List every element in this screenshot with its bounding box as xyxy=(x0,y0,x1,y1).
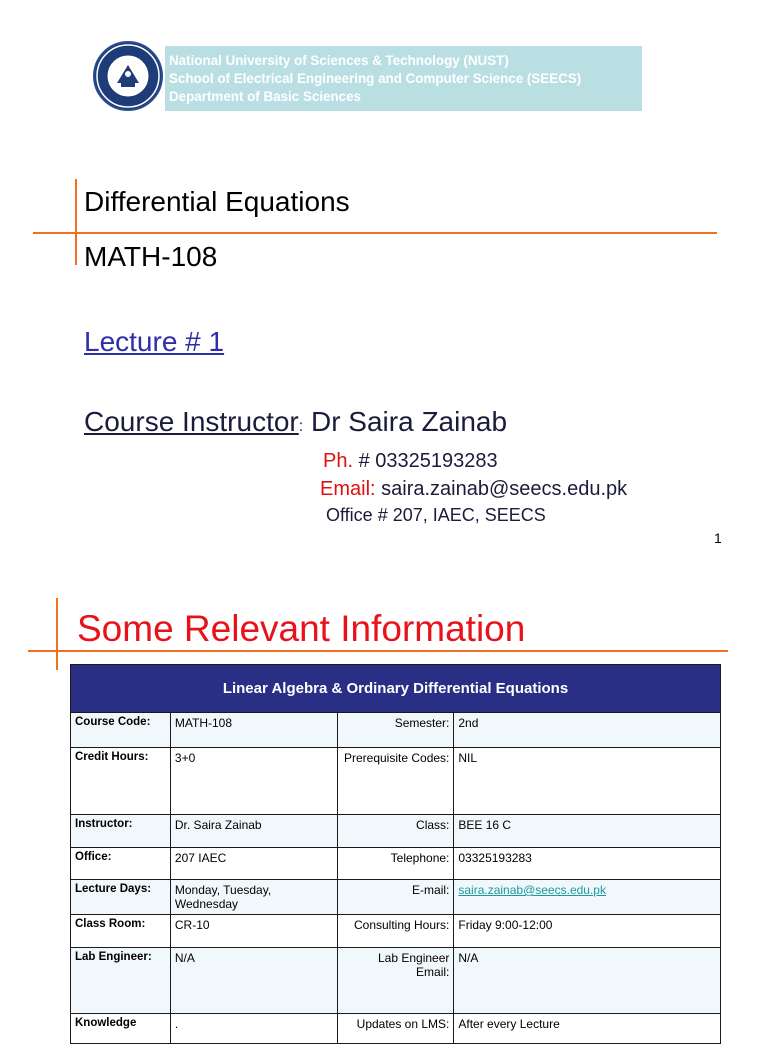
table-header-row xyxy=(71,665,721,713)
table-title: Linear Algebra & Ordinary Differential Equations xyxy=(71,665,721,713)
label-office: Office: xyxy=(71,848,171,880)
accent-vertical-line xyxy=(75,179,77,265)
value-email-cell xyxy=(454,880,721,915)
email-line xyxy=(320,478,627,501)
value-class: BEE 16 C xyxy=(454,815,721,848)
label-course-code: Course Code: xyxy=(71,713,171,748)
accent-horizontal-line xyxy=(33,232,717,234)
page-number: 1 xyxy=(714,530,722,546)
table-row xyxy=(71,713,721,748)
value-office: 207 IAEC xyxy=(170,848,337,880)
label-telephone: Telephone: xyxy=(337,848,454,880)
table-row xyxy=(71,948,721,1014)
label-lab-engineer-email: Lab Engineer Email: xyxy=(337,948,454,1014)
value-knowledge: . xyxy=(170,1014,337,1044)
email-value: saira.zainab@seecs.edu.pk xyxy=(381,478,628,500)
label-knowledge: Knowledge xyxy=(71,1014,171,1044)
institution-banner xyxy=(165,46,642,111)
email-label: Email: xyxy=(320,478,376,500)
phone-line xyxy=(323,450,498,473)
banner-university: National University of Sciences & Technology (NUST) xyxy=(169,53,509,68)
value-lab-engineer-email: N/A xyxy=(454,948,721,1014)
course-title: Differential Equations xyxy=(84,186,350,217)
label-credit-hours: Credit Hours: xyxy=(71,748,171,815)
value-telephone: 03325193283 xyxy=(454,848,721,880)
value-course-code: MATH-108 xyxy=(170,713,337,748)
office-line: Office # 207, IAEC, SEECS xyxy=(326,505,546,525)
course-info-table xyxy=(70,664,721,1044)
value-consulting-hours: Friday 9:00-12:00 xyxy=(454,915,721,948)
label-updates-lms: Updates on LMS: xyxy=(337,1014,454,1044)
value-class-room: CR-10 xyxy=(170,915,337,948)
value-lab-engineer: N/A xyxy=(170,948,337,1014)
banner-school: School of Electrical Engineering and Computer Science (SEECS) xyxy=(169,71,582,86)
label-class: Class: xyxy=(337,815,454,848)
label-lecture-days: Lecture Days: xyxy=(71,880,171,915)
instructor-line xyxy=(84,406,507,438)
email-link[interactable]: saira.zainab@seecs.edu.pk xyxy=(458,883,606,897)
instructor-label: Course Instructor xyxy=(84,406,299,437)
slide2-title: Some Relevant Information xyxy=(77,608,526,649)
value-updates-lms: After every Lecture xyxy=(454,1014,721,1044)
accent-horizontal-line-2 xyxy=(28,650,728,652)
phone-label: Ph. xyxy=(323,450,354,472)
value-semester: 2nd xyxy=(454,713,721,748)
banner-department: Department of Basic Sciences xyxy=(169,89,362,104)
table-row xyxy=(71,815,721,848)
course-code: MATH-108 xyxy=(84,241,218,272)
value-prerequisite: NIL xyxy=(454,748,721,815)
table-row xyxy=(71,748,721,815)
table-row xyxy=(71,880,721,915)
phone-value: # 03325193283 xyxy=(358,450,498,472)
seal-icon xyxy=(95,43,161,109)
nust-logo xyxy=(93,41,163,111)
label-lab-engineer: Lab Engineer: xyxy=(71,948,171,1014)
value-instructor: Dr. Saira Zainab xyxy=(170,815,337,848)
label-semester: Semester: xyxy=(337,713,454,748)
instructor-colon: : xyxy=(298,418,304,435)
lecture-link[interactable]: Lecture # 1 xyxy=(84,326,225,357)
label-email: E-mail: xyxy=(337,880,454,915)
accent-vertical-line-2 xyxy=(56,598,58,670)
label-prerequisite: Prerequisite Codes: xyxy=(337,748,454,815)
value-credit-hours: 3+0 xyxy=(170,748,337,815)
label-instructor: Instructor: xyxy=(71,815,171,848)
table-row xyxy=(71,1014,721,1044)
label-class-room: Class Room: xyxy=(71,915,171,948)
label-consulting-hours: Consulting Hours: xyxy=(337,915,454,948)
instructor-name: Dr Saira Zainab xyxy=(310,406,508,437)
table-row xyxy=(71,915,721,948)
value-lecture-days: Monday, Tuesday, Wednesday xyxy=(170,880,337,915)
table-row xyxy=(71,848,721,880)
